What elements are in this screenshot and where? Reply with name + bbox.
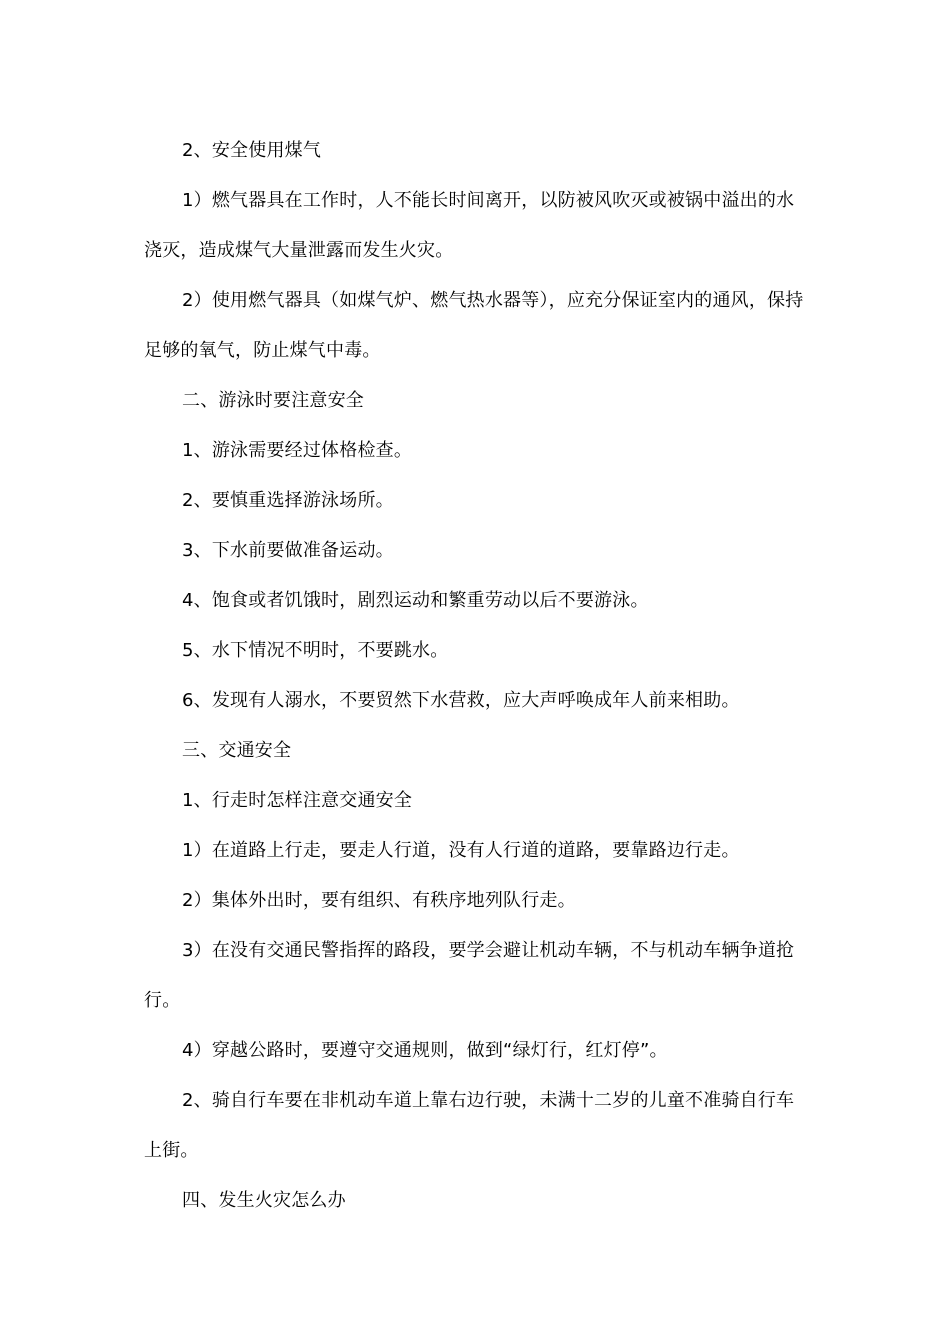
paragraph-avoid-vehicles: 3）在没有交通民警指挥的路段，要学会避让机动车辆，不与机动车辆争道抢行。: [144, 940, 795, 1011]
list-item-swim-not-when-full-or-hungry: 4、饱食或者饥饿时，剧烈运动和繁重劳动以后不要游泳。: [182, 590, 649, 611]
document-body: [144, 126, 808, 1226]
list-item-swim-health-check: 1、游泳需要经过体格检查。: [182, 440, 413, 461]
paragraph-gas-appliance-attention: 1）燃气器具在工作时，人不能长时间离开，以防被风吹灭或被锅中溢出的水浇灭，造成煤气大量泄露而发生火灾。: [144, 190, 795, 261]
list-item-swim-choose-location: 2、要慎重选择游泳场所。: [182, 490, 394, 511]
list-item-swim-drowning-help: 6、发现有人溺水，不要贸然下水营救，应大声呼唤成年人前来相助。: [182, 690, 740, 711]
subsection-heading-walking-safety: 1、行走时怎样注意交通安全: [182, 790, 413, 811]
subsection-heading-gas-safety: 2、安全使用煤气: [182, 140, 322, 161]
list-item-swim-no-diving: 5、水下情况不明时，不要跳水。: [182, 640, 449, 661]
paragraph-bicycle-rules: 2、骑自行车要在非机动车道上靠右边行驶，未满十二岁的儿童不准骑自行车上街。: [144, 1090, 795, 1161]
list-item-swim-warm-up: 3、下水前要做准备运动。: [182, 540, 394, 561]
section-heading-traffic-safety: 三、交通安全: [182, 740, 292, 761]
paragraph-group-outing: 2）集体外出时，要有组织、有秩序地列队行走。: [182, 890, 576, 911]
section-heading-swimming-safety: 二、游泳时要注意安全: [182, 390, 364, 411]
paragraph-use-sidewalk: 1）在道路上行走，要走人行道，没有人行道的道路，要靠路边行走。: [182, 840, 740, 861]
paragraph-crossing-road: 4）穿越公路时，要遵守交通规则，做到“绿灯行，红灯停”。: [182, 1040, 668, 1061]
section-heading-fire: 四、发生火灾怎么办: [182, 1190, 346, 1211]
paragraph-gas-ventilation: 2）使用燃气器具（如煤气炉、燃气热水器等），应充分保证室内的通风，保持足够的氧气，防止煤气中毒。: [144, 290, 804, 361]
